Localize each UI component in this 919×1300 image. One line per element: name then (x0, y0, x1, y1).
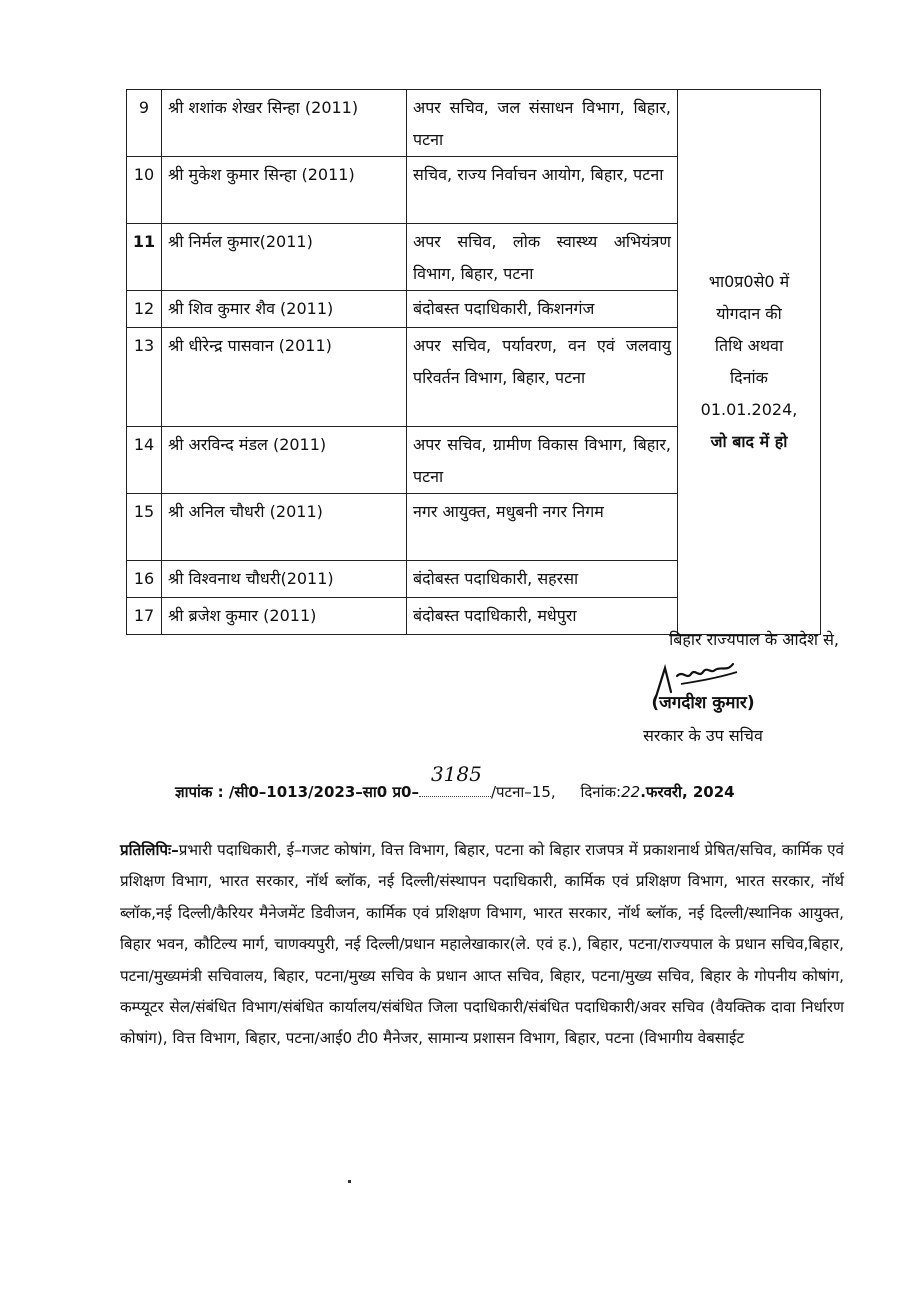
effective-date-line: 01.01.2024, (700, 400, 798, 419)
posting: अपर सचिव, ग्रामीण विकास विभाग, बिहार, पटना (407, 427, 678, 494)
date-handwritten-day: 22 (621, 783, 641, 801)
officer-name: श्री ब्रजेश कुमार (2011) (162, 598, 407, 635)
memo-reference-line (175, 762, 735, 802)
posting: सचिव, राज्य निर्वाचन आयोग, बिहार, पटना (407, 157, 678, 224)
effective-date-line: जो बाद में हो (710, 432, 788, 451)
posting: बंदोबस्त पदाधिकारी, किशनगंज (407, 291, 678, 328)
copy-label: प्रतिलिपिः– (120, 841, 179, 859)
page-mark (348, 1180, 351, 1183)
officer-name: श्री मुकेश कुमार सिन्हा (2011) (162, 157, 407, 224)
memo-number-prefix: ज्ञापांक : /सी0–1013/2023–सा0 प्र0– (175, 783, 419, 801)
serial-number: 14 (127, 427, 162, 494)
serial-number: 13 (127, 328, 162, 427)
effective-date-line: भा0प्र0से0 में (708, 272, 790, 291)
effective-date-cell (678, 90, 821, 635)
serial-number: 17 (127, 598, 162, 635)
serial-number: 12 (127, 291, 162, 328)
posting: बंदोबस्त पदाधिकारी, सहरसा (407, 561, 678, 598)
copy-recipients: प्रभारी पदाधिकारी, ई–गजट कोषांग, वित्त विभाग, बिहार, पटना को बिहार राजपत्र में प्रकाशनार्थ प्रेषित/सचिव, कार्मिक एवं प्रशिक्षण विभाग, भारत सरकार, नॉर्थ ब्लॉक, नई दिल्ली/संस्थापन पदाधिकारी, कार्मिक एवं प्रशिक्षण विभाग, भारत सरकार, नॉर्थ ब्लॉक,नई दिल्ली/कैरियर मैनेजमेंट डिवीजन, कार्मिक एवं प्रशिक्षण विभाग, भारत सरकार, नॉर्थ ब्लॉक, नई दिल्ली/स्थानिक आयुक्त, बिहार भवन, कौटिल्य मार्ग, चाणक्यपुरी, नई दिल्ली/प्रधान महालेखाकार(ले. एवं ह.), बिहार, पटना/राज्यपाल के प्रधान सचिव,बिहार, पटना/मुख्यमंत्री सचिवालय, बिहार, पटना/मुख्य सचिव के प्रधान आप्त सचिव, बिहार, पटना/मुख्य सचिव, बिहार के गोपनीय कोषांग, कम्प्यूटर सेल/संबंधित विभाग/संबंधित कार्यालय/संबंधित जिला पदाधिकारी/संबंधित पदाधिकारी/अवर सचिव (वैयक्तिक दावा निर्धारण कोषांग), वित्त विभाग, बिहार, पटना/आई0 टी0 मैनेजर, सामान्य प्रशासन विभाग, बिहार, पटना (विभागीय वेबसाईट (120, 841, 844, 1048)
serial-number: 16 (127, 561, 162, 598)
handwritten-number-text: 3185 (430, 762, 482, 786)
effective-date-line: दिनांक (730, 368, 768, 387)
posting: नगर आयुक्त, मधुबनी नगर निगम (407, 494, 678, 561)
posting: अपर सचिव, लोक स्वास्थ्य अभियंत्रण विभाग, बिहार, पटना (407, 224, 678, 291)
governor-order-line: बिहार राज्यपाल के आदेश से, (669, 630, 839, 649)
posting-table (126, 89, 821, 635)
serial-number: 15 (127, 494, 162, 561)
officer-name: श्री शिव कुमार शैव (2011) (162, 291, 407, 328)
posting: अपर सचिव, जल संसाधन विभाग, बिहार, पटना (407, 90, 678, 157)
officer-name: श्री निर्मल कुमार(2011) (162, 224, 407, 291)
signer-name: (जगदीश कुमार) (651, 693, 755, 713)
signer-title: सरकार के उप सचिव (643, 726, 763, 745)
serial-number: 11 (127, 224, 162, 291)
handwritten-memo-number (419, 762, 491, 797)
date-label: दिनांक (580, 783, 617, 801)
memo-number-suffix: /पटना–15, (490, 783, 556, 801)
posting: बंदोबस्त पदाधिकारी, मधेपुरा (407, 598, 678, 635)
posting: अपर सचिव, पर्यावरण, वन एवं जलवायु परिवर्तन विभाग, बिहार, पटना (407, 328, 678, 427)
serial-number: 10 (127, 157, 162, 224)
officer-name: श्री शशांक शेखर सिन्हा (2011) (162, 90, 407, 157)
effective-date-line: योगदान की (716, 304, 782, 323)
serial-number: 9 (127, 90, 162, 157)
copy-to-paragraph (120, 835, 844, 1055)
effective-date-line: तिथि अथवा (714, 336, 784, 355)
memo-date: दिनांक:22.फरवरी, 2024 (580, 783, 735, 801)
officer-name: श्री विश्वनाथ चौधरी(2011) (162, 561, 407, 598)
date-rest: .फरवरी, 2024 (640, 783, 735, 801)
officer-name: श्री अरविन्द मंडल (2011) (162, 427, 407, 494)
table-row (127, 90, 821, 157)
officer-name: श्री धीरेन्द्र पासवान (2011) (162, 328, 407, 427)
officer-name: श्री अनिल चौधरी (2011) (162, 494, 407, 561)
